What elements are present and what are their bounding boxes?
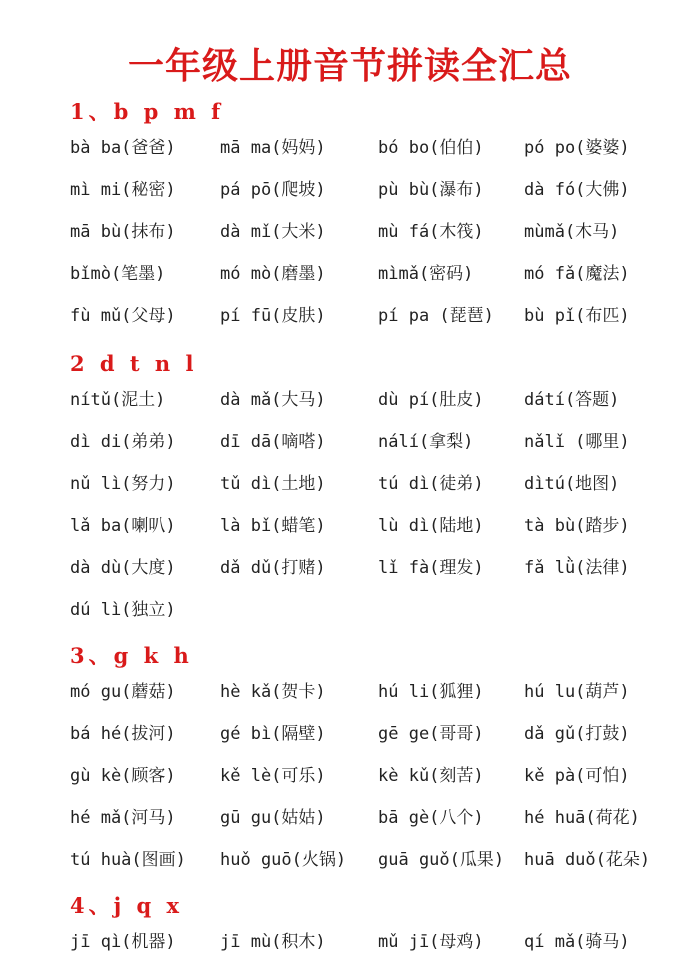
- syllable-row: [0, 428, 700, 470]
- syllable-row: [0, 720, 700, 762]
- syllable-row: [0, 512, 700, 554]
- syllable-item: lǐ fà(理发): [378, 558, 484, 578]
- syllable-item: hé mǎ(河马): [70, 808, 176, 828]
- syllable-row: [0, 470, 700, 512]
- section-heading: 1、b p m f: [70, 99, 225, 124]
- syllable-row: [0, 134, 700, 176]
- syllable-item: hú li(狐狸): [378, 682, 484, 702]
- syllable-item: dà mǎ(大马): [220, 390, 326, 410]
- syllable-item: kě pà(可怕): [524, 766, 630, 786]
- syllable-item: dǎ gǔ(打鼓): [524, 724, 630, 744]
- syllable-item: hè kǎ(贺卡): [220, 682, 326, 702]
- syllable-item: kè kǔ(刻苦): [378, 766, 484, 786]
- syllable-item: mùmǎ(木马): [524, 222, 620, 242]
- syllable-item: dìtú(地图): [524, 474, 620, 494]
- syllable-item: dà fó(大佛): [524, 180, 630, 200]
- syllable-row: [0, 218, 700, 260]
- syllable-item: mó gu(蘑菇): [70, 682, 176, 702]
- syllable-item: pó po(婆婆): [524, 138, 630, 158]
- syllable-item: mó mò(磨墨): [220, 264, 326, 284]
- syllable-item: dì di(弟弟): [70, 432, 176, 452]
- syllable-item: gū gu(姑姑): [220, 808, 326, 828]
- syllable-item: mó fǎ(魔法): [524, 264, 630, 284]
- syllable-list: [0, 928, 700, 970]
- syllable-item: dī dā(嘀嗒): [220, 432, 326, 452]
- syllable-item: guā guǒ(瓜果): [378, 850, 505, 870]
- page-title: 一年级上册音节拼读全汇总: [127, 46, 572, 87]
- syllable-row: [0, 260, 700, 302]
- syllable-item: tú dì(徒弟): [378, 474, 484, 494]
- syllable-list: [0, 134, 700, 344]
- section-heading: 2 d t n l: [70, 351, 198, 376]
- syllable-item: mìmǎ(密码): [378, 264, 474, 284]
- syllable-item: mù fá(木筏): [378, 222, 484, 242]
- section-heading: 3、g k h: [70, 643, 193, 668]
- syllable-item: gē ge(哥哥): [378, 724, 484, 744]
- syllable-item: lù dì(陆地): [378, 516, 484, 536]
- syllable-item: bà ba(爸爸): [70, 138, 176, 158]
- syllable-item: nǎlǐ (哪里): [524, 432, 630, 452]
- syllable-item: qí mǎ(骑马): [524, 932, 630, 952]
- section-heading: 4、j q x: [70, 893, 184, 918]
- syllable-item: dà mǐ(大米): [220, 222, 326, 242]
- syllable-item: jī qì(机器): [70, 932, 176, 952]
- syllable-item: lǎ ba(喇叭): [70, 516, 176, 536]
- syllable-item: nálí(拿梨): [378, 432, 474, 452]
- syllable-item: pí pa (琵琶): [378, 306, 494, 326]
- syllable-list: [0, 678, 700, 888]
- syllable-row: [0, 386, 700, 428]
- syllable-item: pí fū(皮肤): [220, 306, 326, 326]
- syllable-row: [0, 176, 700, 218]
- syllable-item: gù kè(顾客): [70, 766, 176, 786]
- syllable-item: nǔ lì(努力): [70, 474, 176, 494]
- syllable-item: bù pǐ(布匹): [524, 306, 630, 326]
- syllable-row: [0, 678, 700, 720]
- syllable-item: gé bì(隔壁): [220, 724, 326, 744]
- syllable-item: dù pí(肚皮): [378, 390, 484, 410]
- syllable-item: dú lì(独立): [70, 600, 176, 620]
- syllable-item: mā bù(抹布): [70, 222, 176, 242]
- syllable-item: hú lu(葫芦): [524, 682, 630, 702]
- syllable-item: dà dù(大度): [70, 558, 176, 578]
- syllable-row: [0, 596, 700, 638]
- syllable-item: fǎ lǜ(法律): [524, 558, 630, 578]
- syllable-row: [0, 846, 700, 888]
- syllable-item: tà bù(踏步): [524, 516, 630, 536]
- syllable-row: [0, 928, 700, 970]
- syllable-item: hé huā(荷花): [524, 808, 640, 828]
- syllable-item: huā duǒ(花朵): [524, 850, 651, 870]
- syllable-item: bó bo(伯伯): [378, 138, 484, 158]
- syllable-item: bǐmò(笔墨): [70, 264, 166, 284]
- syllable-item: pá pō(爬坡): [220, 180, 326, 200]
- syllable-item: pù bù(瀑布): [378, 180, 484, 200]
- syllable-row: [0, 302, 700, 344]
- syllable-item: bā gè(八个): [378, 808, 484, 828]
- syllable-item: mā ma(妈妈): [220, 138, 326, 158]
- syllable-item: nítǔ(泥土): [70, 390, 166, 410]
- syllable-item: mì mi(秘密): [70, 180, 176, 200]
- syllable-item: mǔ jī(母鸡): [378, 932, 484, 952]
- syllable-item: jī mù(积木): [220, 932, 326, 952]
- syllable-row: [0, 804, 700, 846]
- syllable-item: bá hé(拔河): [70, 724, 176, 744]
- syllable-list: [0, 386, 700, 638]
- syllable-item: tú huà(图画): [70, 850, 186, 870]
- syllable-item: huǒ guō(火锅): [220, 850, 347, 870]
- syllable-item: kě lè(可乐): [220, 766, 326, 786]
- syllable-row: [0, 554, 700, 596]
- syllable-item: là bǐ(蜡笔): [220, 516, 326, 536]
- syllable-item: dátí(答题): [524, 390, 620, 410]
- syllable-item: fù mǔ(父母): [70, 306, 176, 326]
- syllable-item: tǔ dì(土地): [220, 474, 326, 494]
- syllable-item: dǎ dǔ(打赌): [220, 558, 326, 578]
- syllable-row: [0, 762, 700, 804]
